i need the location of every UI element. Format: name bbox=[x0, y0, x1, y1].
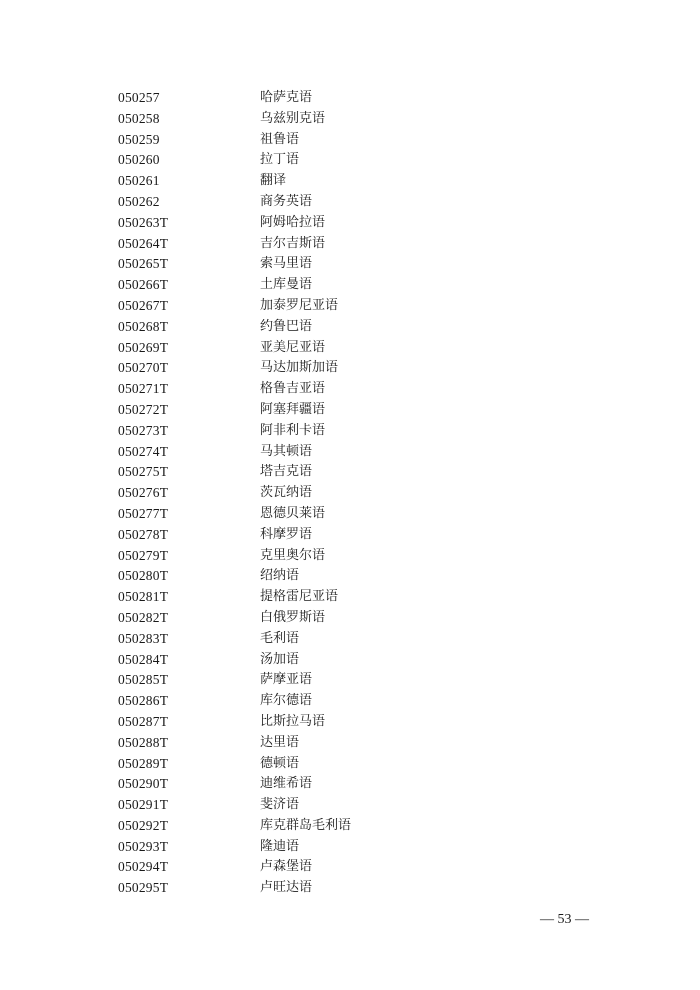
major-name: 祖鲁语 bbox=[260, 131, 300, 147]
major-name: 绍纳语 bbox=[260, 568, 300, 584]
major-code: 050268T bbox=[118, 318, 169, 334]
major-name: 塔吉克语 bbox=[260, 464, 313, 480]
major-code: 050261 bbox=[118, 173, 160, 189]
list-row bbox=[118, 670, 418, 691]
major-code: 050295T bbox=[118, 880, 169, 896]
major-name: 吉尔吉斯语 bbox=[260, 235, 326, 251]
major-name: 提格雷尼亚语 bbox=[260, 589, 339, 605]
major-code: 050279T bbox=[118, 547, 169, 563]
major-name: 亚美尼亚语 bbox=[260, 339, 326, 355]
major-code: 050280T bbox=[118, 568, 169, 584]
major-code: 050283T bbox=[118, 630, 169, 646]
major-name: 阿塞拜疆语 bbox=[260, 401, 326, 417]
major-name: 加泰罗尼亚语 bbox=[260, 297, 339, 313]
major-code: 050278T bbox=[118, 526, 169, 542]
list-row bbox=[118, 629, 418, 650]
major-code: 050289T bbox=[118, 755, 169, 771]
list-row bbox=[118, 608, 418, 629]
list-row bbox=[118, 213, 418, 234]
major-name: 达里语 bbox=[260, 734, 300, 750]
major-code: 050282T bbox=[118, 609, 169, 625]
major-name: 拉丁语 bbox=[260, 152, 300, 168]
major-name: 卢森堡语 bbox=[260, 859, 313, 875]
list-row bbox=[118, 691, 418, 712]
major-code: 050294T bbox=[118, 859, 169, 875]
list-row bbox=[118, 483, 418, 504]
major-name: 翻译 bbox=[260, 173, 287, 189]
major-code: 050265T bbox=[118, 256, 169, 272]
list-row bbox=[118, 504, 418, 525]
major-code: 050267T bbox=[118, 297, 169, 313]
major-name: 克里奥尔语 bbox=[260, 547, 326, 563]
list-row bbox=[118, 379, 418, 400]
major-code: 050293T bbox=[118, 838, 169, 854]
major-code: 050281T bbox=[118, 589, 169, 605]
major-name: 白俄罗斯语 bbox=[260, 609, 326, 625]
list-row bbox=[118, 837, 418, 858]
major-code: 050272T bbox=[118, 401, 169, 417]
major-name: 汤加语 bbox=[260, 651, 300, 667]
major-name: 科摩罗语 bbox=[260, 526, 313, 542]
list-row bbox=[118, 171, 418, 192]
major-code: 050259 bbox=[118, 131, 160, 147]
list-row bbox=[118, 650, 418, 671]
list-row bbox=[118, 254, 418, 275]
major-name: 隆迪语 bbox=[260, 838, 300, 854]
major-name: 马其顿语 bbox=[260, 443, 313, 459]
major-name: 库克群岛毛利语 bbox=[260, 817, 352, 833]
major-name: 迪维希语 bbox=[260, 776, 313, 792]
major-code: 050286T bbox=[118, 693, 169, 709]
major-name: 库尔德语 bbox=[260, 693, 313, 709]
major-code: 050275T bbox=[118, 464, 169, 480]
major-name: 德顿语 bbox=[260, 755, 300, 771]
major-name: 哈萨克语 bbox=[260, 90, 313, 105]
list-row bbox=[118, 296, 418, 317]
major-code: 050270T bbox=[118, 360, 169, 376]
list-row bbox=[118, 130, 418, 151]
major-name: 毛利语 bbox=[260, 630, 300, 646]
major-list bbox=[118, 88, 418, 899]
major-code: 050266T bbox=[118, 277, 169, 293]
list-row bbox=[118, 338, 418, 359]
list-row bbox=[118, 234, 418, 255]
major-code: 050257 bbox=[118, 90, 160, 105]
list-row bbox=[118, 358, 418, 379]
major-name: 格鲁吉亚语 bbox=[260, 381, 326, 397]
major-name: 乌兹别克语 bbox=[260, 110, 326, 126]
list-row bbox=[118, 150, 418, 171]
major-code: 050260 bbox=[118, 152, 160, 168]
major-code: 050269T bbox=[118, 339, 169, 355]
list-row bbox=[118, 566, 418, 587]
major-name: 土库曼语 bbox=[260, 277, 313, 293]
list-row bbox=[118, 754, 418, 775]
list-row bbox=[118, 400, 418, 421]
major-name: 卢旺达语 bbox=[260, 880, 313, 896]
major-name: 马达加斯加语 bbox=[260, 360, 339, 376]
major-name: 阿非利卡语 bbox=[260, 422, 326, 438]
major-name: 恩德贝莱语 bbox=[260, 505, 326, 521]
list-row bbox=[118, 733, 418, 754]
major-code: 050285T bbox=[118, 672, 169, 688]
list-row bbox=[118, 317, 418, 338]
major-name: 比斯拉马语 bbox=[260, 713, 326, 729]
major-name: 茨瓦纳语 bbox=[260, 485, 313, 501]
list-row bbox=[118, 774, 418, 795]
major-code: 050274T bbox=[118, 443, 169, 459]
major-code: 050277T bbox=[118, 505, 169, 521]
major-code: 050271T bbox=[118, 381, 169, 397]
major-code: 050276T bbox=[118, 485, 169, 501]
major-name: 商务英语 bbox=[260, 193, 313, 209]
list-row bbox=[118, 275, 418, 296]
list-row bbox=[118, 442, 418, 463]
major-code: 050263T bbox=[118, 214, 169, 230]
major-code: 050287T bbox=[118, 713, 169, 729]
list-row bbox=[118, 587, 418, 608]
major-code: 050264T bbox=[118, 235, 169, 251]
page-number: — 53 — bbox=[540, 912, 589, 927]
list-row bbox=[118, 192, 418, 213]
list-row bbox=[118, 712, 418, 733]
list-row bbox=[118, 109, 418, 130]
list-row bbox=[118, 878, 418, 899]
list-row bbox=[118, 525, 418, 546]
list-row bbox=[118, 462, 418, 483]
list-row bbox=[118, 816, 418, 837]
list-row bbox=[118, 88, 418, 109]
major-name: 索马里语 bbox=[260, 256, 313, 272]
major-name: 阿姆哈拉语 bbox=[260, 214, 326, 230]
major-code: 050262 bbox=[118, 193, 160, 209]
major-code: 050258 bbox=[118, 110, 160, 126]
major-code: 050273T bbox=[118, 422, 169, 438]
major-name: 斐济语 bbox=[260, 797, 300, 813]
major-code: 050291T bbox=[118, 797, 169, 813]
major-name: 萨摩亚语 bbox=[260, 672, 313, 688]
list-row bbox=[118, 421, 418, 442]
major-name: 约鲁巴语 bbox=[260, 318, 313, 334]
list-row bbox=[118, 857, 418, 878]
major-code: 050284T bbox=[118, 651, 169, 667]
list-row bbox=[118, 546, 418, 567]
list-row bbox=[118, 795, 418, 816]
major-code: 050288T bbox=[118, 734, 169, 750]
major-code: 050292T bbox=[118, 817, 169, 833]
major-code: 050290T bbox=[118, 776, 169, 792]
